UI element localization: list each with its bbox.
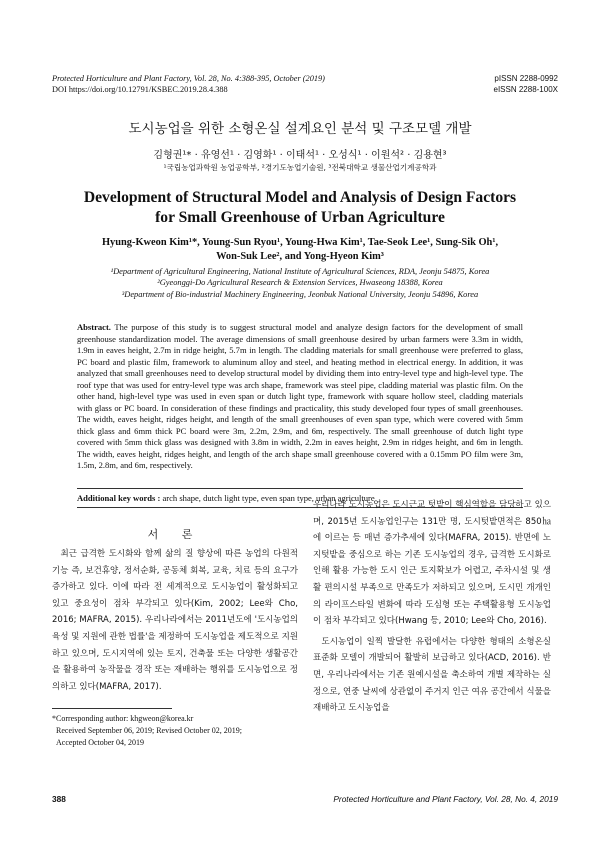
english-title-line2: for Small Greenhouse of Urban Agriculture: [155, 209, 445, 226]
korean-title: 도시농업을 위한 소형온실 설계요인 분석 및 구조모델 개발: [128, 121, 472, 137]
page-number: 388: [52, 794, 66, 804]
keywords-top-rule: [77, 488, 523, 489]
keywords-label: Additional key words :: [77, 493, 161, 503]
english-affiliations: [40, 266, 560, 300]
eissn: eISSN 2288-100X: [493, 85, 558, 94]
korean-authors: 김형권¹* · 유영선¹ · 김영화¹ · 이태석¹ · 오성식¹ · 이원석² · 김용현³: [153, 150, 447, 161]
pissn: pISSN 2288-0992: [494, 74, 558, 83]
received-date: Received September 06, 2019; Revised October 02, 2019;: [56, 726, 242, 735]
intro-paragraph-1: 최근 급격한 도시화와 함께 삶의 질 향상에 따른 농업의 다원적 기능 즉, 보건휴양, 정서순화, 공동체 회복, 교육, 치료 등의 요구가 증가하고 있다. 이에 따라 전 세계적으로 도시농업이 활성화되고 있고 중요성이 점차 부각되고 있다(Kim, 2002; Lee와 Cho, 2016; MAFRA, 2015). 우리나라에서는 2011년도에 '도시농업의 육성 및 지원에 관한 법률'을 제정하여 도시농업을 제도적으로 지원하고 있으며, 도시지역에 있는 토지, 건축물 또는 다양한 생활공간을 활용하여 농작물을 경작 또는 재배하는 행위를 도시농업으로 정의하고 있다(MAFRA, 2017).: [52, 549, 298, 692]
abstract-label: Abstract.: [77, 322, 111, 332]
section-title-introduction: 서 론: [147, 528, 203, 541]
issn-block: [494, 73, 559, 95]
journal-header: [52, 73, 325, 95]
intro-paragraph-3: 도시농업이 일찍 발달한 유럽에서는 다양한 형태의 소형온실 표준화 모델이 개발되어 활발히 보급하고 있다(ACD, 2016). 반면, 우리나라에서는 기존 원예시설을 축소하여 개별 제작하는 실정으로, 연중 날씨에 상관없이 주거지 인근 여유 공간에서 식물을 재배하고 도시농업을: [313, 636, 551, 714]
english-authors: [60, 236, 540, 264]
intro-paragraph-2: 우리나라 도시농업은 도시근교 텃밭이 핵심역할을 담당하고 있으며, 2015년 도시농업인구는 131만 명, 도시텃밭면적은 850㏊에 이르는 등 매년 증가추세에 있다(MAFRA, 2015). 반면에 노지텃밭을 중심으로 하는 기존 도시농업의 경우, 급격한 도시화로 인해 활용 가능한 도시 인근 토지확보가 어렵고, 주차시설 및 생활 편의시설 부족으로 만족도가 저하되고 있으며, 도시민 개개인의 라이프스타일 변화에 따라 도심형 또는 주택활용형 도시농업이 점차 부각되고 있다(Hwang 등, 2010; Lee와 Cho, 2016).: [313, 500, 551, 627]
affiliation-1: ¹Department of Agricultural Engineering, National Institute of Agricultural Sciences, RDA, Jeonju 54875, Korea: [110, 267, 490, 276]
english-title-line1: Development of Structural Model and Analysis of Design Factors: [83, 189, 517, 206]
footer-journal: Protected Horticulture and Plant Factory, Vol. 28, No. 4, 2019: [333, 794, 558, 804]
corresponding-author: *Corresponding author: khgweon@korea.kr: [52, 714, 194, 723]
left-column: [52, 546, 298, 695]
doi-line[interactable]: DOI https://doi.org/10.12791/KSBEC.2019.28.4.388: [52, 85, 228, 94]
footnote: [52, 713, 242, 749]
accepted-date: Accepted October 04, 2019: [56, 738, 144, 747]
keywords-text: arch shape, dutch light type, even span type, urban agriculture: [162, 493, 375, 503]
english-title: [0, 188, 600, 228]
english-authors-line1: Hyung-Kweon Kim¹*, Young-Sun Ryou¹, Young-Hwa Kim¹, Tae-Seok Lee¹, Sung-Sik Oh¹,: [101, 237, 499, 248]
abstract: [77, 322, 523, 472]
korean-affiliations: ¹국립농업과학원 농업공학부, ²경기도농업기술원, ³전북대학교 생물산업기계공학과: [163, 163, 437, 172]
affiliation-3: ³Department of Bio-industrial Machinery Engineering, Jeonbuk National University, Jeonju 54896, Korea: [121, 289, 479, 299]
journal-citation: Protected Horticulture and Plant Factory, Vol. 28, No. 4:388-395, October (2019): [52, 74, 325, 83]
english-authors-line2: Won-Suk Lee², and Yong-Hyeon Kim³: [216, 251, 384, 262]
right-column: [313, 497, 551, 717]
abstract-text: The purpose of this study is to suggest structural model and analyze design factors for the development of small greenhouse standardization model. The average dimensions of small greenhouse desired by urban farmers were 3.3m in width, 1.9m in eaves height, 2.7m in ridge height, 5.7m in length. The cladding materials for small greenhouse were preferred to glass, PC board and plastic film, framework to aluminum alloy and steel, and heating method in electrical energy. In addition, it was analyzed that small greenhouses need to develop structural model by dividing them into entry-level type and high-level type. The roof type that was used for entry-level type was arch shape, framework was steel pipe, cladding material was plastic film. On the other hand, high-level type was used in even span or dutch light type, framework with square hollow steel, cladding materials with glass or PC board. In consideration of these findings and practicality, this study developed four types of small greenhouses. The width, eaves height, ridges height, and length of the small greenhouses of even span type, which were covered with 5mm thick glass and 6mm thick PC board were 3m, 2.2m, 2.9m, and 6m, respectively. The small greenhouse of dutch light type covered with 5mm thick glass was designed with 3.8m in width, 2.2m in eaves height, 2.9m in ridges height, and 6m in length. The width, eaves height, ridges height, and length of the arch shape small greenhouse covered with a 0.15mm PO film were 3m, 1.5m, 2.8m, and 6m, respectively.: [77, 322, 524, 470]
affiliation-2: ²Gyeonggi-Do Agricultural Research & Extension Services, Hwaseong 18388, Korea: [157, 278, 443, 288]
footnote-rule: [52, 708, 172, 709]
